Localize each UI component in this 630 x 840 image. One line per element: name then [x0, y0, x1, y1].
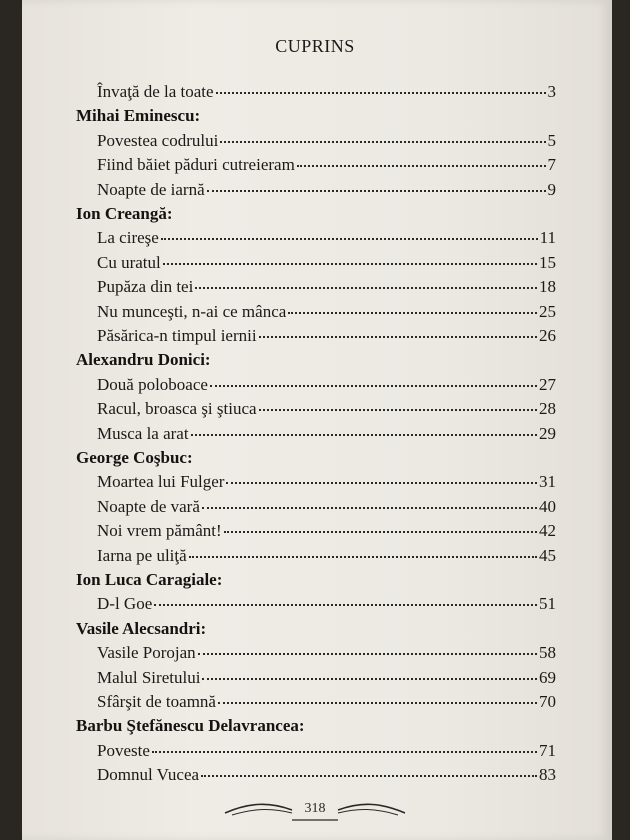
toc-entry-page: 83 — [539, 765, 556, 785]
toc-entry[interactable] — [97, 424, 556, 444]
author-heading: Barbu Ştefănescu Delavrancea: — [76, 716, 305, 736]
toc-entry-page: 25 — [539, 301, 556, 321]
toc-entry-title: Fiind băiet păduri cutreieram — [97, 155, 295, 175]
toc-entry[interactable] — [97, 302, 556, 322]
dot-leader — [207, 189, 546, 192]
toc-entry-page: 31 — [539, 472, 556, 492]
toc-entry-page: 42 — [539, 521, 556, 541]
dot-leader — [259, 335, 537, 338]
toc-entry-title: Învaţă de la toate — [97, 82, 214, 101]
toc-entry-title: La cireşe — [97, 228, 159, 248]
toc-entry-title: Sfârşit de toamnă — [97, 692, 216, 711]
toc-entry-page: 29 — [539, 423, 556, 443]
toc-entry-page: 5 — [547, 130, 556, 150]
dot-leader — [297, 164, 546, 167]
toc-entry-title: Musca la arat — [97, 423, 189, 443]
dot-leader — [198, 652, 537, 655]
dot-leader — [288, 311, 537, 314]
dot-leader — [152, 750, 537, 753]
toc-entry-title: Două poloboace — [97, 374, 208, 394]
dot-leader — [216, 91, 546, 94]
author-heading: Ion Creangă: — [76, 204, 173, 223]
toc-entry-title: D-l Goe — [97, 594, 153, 614]
toc-entry-title: Nu munceşti, n-ai ce mânca — [97, 301, 287, 321]
toc-entry[interactable] — [97, 253, 556, 273]
toc-entry-title: Domnul Vucea — [97, 765, 200, 785]
toc-entry[interactable] — [97, 497, 556, 517]
toc-entry[interactable] — [97, 228, 556, 248]
toc-entry[interactable] — [97, 180, 556, 200]
dot-leader — [202, 677, 537, 680]
dot-leader — [210, 384, 537, 387]
dot-leader — [163, 262, 537, 265]
dot-leader — [189, 555, 537, 558]
dot-leader — [220, 140, 545, 143]
toc-entry[interactable] — [97, 277, 556, 297]
dot-leader — [195, 286, 537, 289]
toc-entry[interactable] — [97, 326, 556, 346]
toc-entry[interactable] — [97, 765, 556, 785]
toc-entry-page: 15 — [539, 252, 556, 272]
author-heading: Vasile Alecsandri: — [76, 618, 207, 638]
toc-entry-page: 40 — [539, 496, 556, 516]
toc-entry[interactable] — [97, 668, 556, 688]
dot-leader — [154, 603, 537, 606]
toc-entry-title: Cu uratul — [97, 252, 161, 272]
toc-entry-page: 51 — [539, 594, 556, 614]
dot-leader — [224, 530, 537, 533]
dot-leader — [191, 433, 537, 436]
toc-entry[interactable] — [97, 375, 556, 395]
toc-entry-page: 58 — [539, 643, 556, 663]
toc-entry[interactable] — [97, 82, 556, 102]
toc-entry[interactable] — [97, 741, 556, 761]
toc-entry-title: Noapte de iarnă — [97, 179, 205, 199]
toc-entry[interactable] — [97, 546, 556, 566]
dot-leader — [218, 701, 537, 704]
toc-entry-title: Vasile Porojan — [97, 643, 196, 663]
toc-entry-title: Racul, broasca şi ştiuca — [97, 399, 257, 419]
toc-entry[interactable] — [97, 521, 556, 541]
toc-entry-title: Noi vrem pământ! — [97, 521, 222, 541]
toc-entry[interactable] — [97, 643, 556, 663]
toc-entry-page: 69 — [539, 667, 556, 687]
toc-entry-title: Moartea lui Fulger — [97, 472, 225, 492]
toc-entry-page: 26 — [539, 326, 556, 345]
toc-entry[interactable] — [97, 131, 556, 151]
dot-leader — [259, 408, 537, 411]
dot-leader — [202, 506, 537, 509]
toc-entry-page: 70 — [539, 692, 556, 711]
toc-entry-page: 28 — [539, 399, 556, 419]
page-number: 318 — [304, 801, 326, 816]
toc-entry-page: 45 — [539, 545, 556, 565]
toc-entry-title: Păsărica-n timpul iernii — [97, 326, 257, 345]
toc-entry-page: 7 — [547, 155, 556, 175]
toc-entry-page: 11 — [539, 228, 556, 248]
toc-entry-page: 3 — [547, 82, 556, 101]
toc-entry-title: Povestea codrului — [97, 130, 219, 150]
author-heading: Ion Luca Caragiale: — [76, 570, 223, 589]
toc-entry-title: Pupăza din tei — [97, 277, 194, 297]
toc-entry-page: 71 — [539, 740, 556, 760]
toc-entry[interactable] — [97, 155, 556, 175]
author-heading: Alexandru Donici: — [76, 350, 211, 370]
toc-entry-page: 9 — [547, 179, 556, 199]
dot-leader — [161, 237, 538, 240]
author-heading: George Coşbuc: — [76, 448, 193, 467]
dot-leader — [201, 774, 537, 777]
toc-entry[interactable] — [97, 399, 556, 419]
toc-entry-title: Poveste — [97, 740, 150, 760]
dot-leader — [226, 481, 537, 484]
toc-entry-page: 18 — [539, 277, 556, 297]
toc-entry-title: Noapte de vară — [97, 496, 200, 516]
toc-entry-page: 27 — [539, 374, 556, 394]
toc-entry[interactable] — [97, 472, 556, 492]
toc-entry[interactable] — [97, 692, 556, 712]
toc-entry[interactable] — [97, 594, 556, 614]
toc-entry-title: Iarna pe uliţă — [97, 545, 187, 565]
page-title: CUPRINS — [275, 36, 355, 56]
toc-entry-title: Malul Siretului — [97, 667, 201, 687]
author-heading: Mihai Eminescu: — [76, 106, 201, 126]
